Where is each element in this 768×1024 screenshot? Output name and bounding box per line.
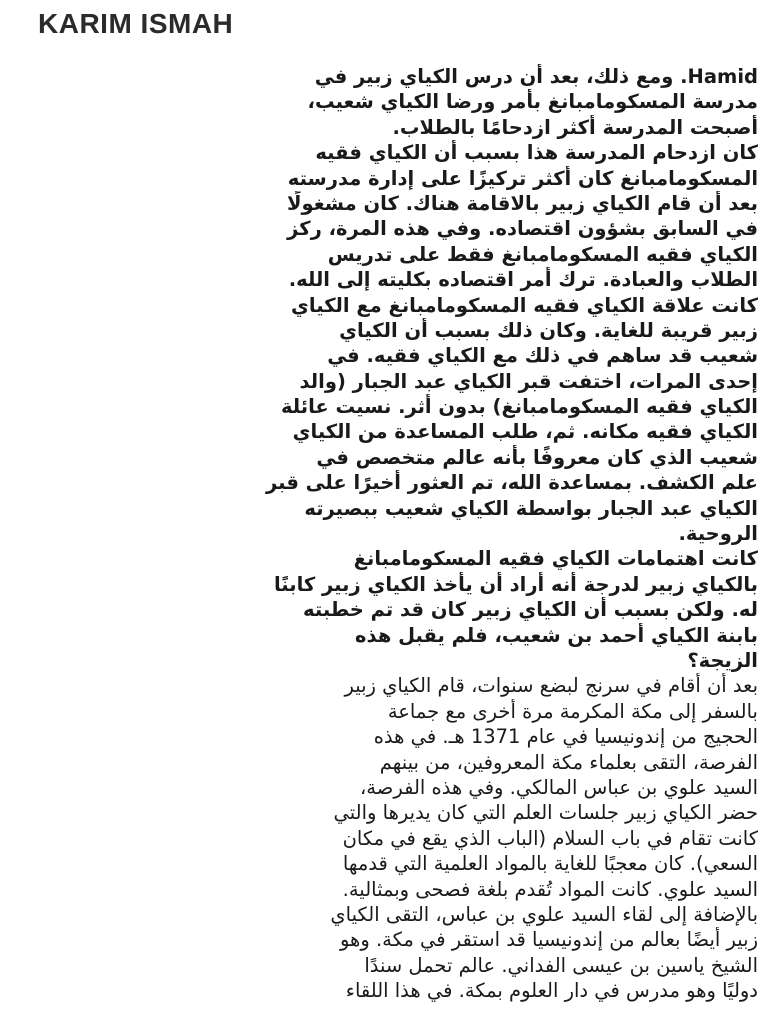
text-line: السيد علوي بن عباس المالكي. وفي هذه الفرصة، <box>360 775 758 799</box>
text-line: السعي). كان معجبًا للغاية بالمواد العلمية التي قدمها <box>342 852 758 876</box>
page-header-name: KARIM ISMAH <box>38 8 234 39</box>
text-line: الكياي فقيه المسكومامبانغ فقط على تدريس <box>327 242 758 266</box>
text-line: الكياي عبد الجبار بواسطة الكياي شعيب ببصيرته <box>304 496 758 520</box>
text-line: في السابق بشؤون اقتصاده. وفي هذه المرة، ركز <box>287 217 758 241</box>
text-line: له. ولكن بسبب أن الكياي زبير كان قد تم خطبته <box>303 598 758 622</box>
text-line: بابنة الكياي أحمد بن شعيب، فلم يقبل هذه <box>355 623 758 647</box>
regular-paragraphs <box>34 673 758 1003</box>
text-line: الشيخ ياسين بن عيسى الفداني. عالم تحمل سندًا <box>364 953 758 977</box>
text-line: المسكومامبانغ كان أكثر تركيزًا على إدارة مدرسته <box>287 166 758 190</box>
text-line: شعيب قد ساهم في ذلك مع الكياي فقيه. في <box>327 344 758 368</box>
bold-paragraphs <box>34 64 758 673</box>
text-line: زبير أيضًا بعالم من إندونيسيا قد استقر في مكة. وهو <box>339 928 758 952</box>
text-line: بالإضافة إلى لقاء السيد علوي بن عباس، التقى الكياي <box>330 902 758 926</box>
text-line: السيد علوي. كانت المواد تُقدم بلغة فصحى وبمثالية. <box>342 877 758 901</box>
text-line: بالكياي زبير لدرجة أنه أراد أن يأخذ الكياي زبير كابنًا <box>273 572 758 596</box>
text-line: الكياي فقيه مكانه. ثم، طلب المساعدة من الكياي <box>292 420 758 444</box>
text-line: كانت علاقة الكياي فقيه المسكومامبانغ مع الكياي <box>291 293 758 317</box>
text-line: حضر الكياي زبير جلسات العلم التي كان يديرها والتي <box>333 801 758 825</box>
text-line: الطلاب والعبادة. ترك أمر اقتصاده بكليته إلى الله. <box>288 268 758 292</box>
text-line: بالسفر إلى مكة المكرمة مرة أخرى مع جماعة <box>387 699 758 723</box>
text-line: دوليًا وهو مدرس في دار العلوم بمكة. في هذا اللقاء <box>345 979 758 1003</box>
text-line: بعد أن قام الكياي زبير بالاقامة هناك. كان مشغولًا <box>287 191 758 215</box>
text-line: Hamid. ومع ذلك، بعد أن درس الكياي زبير في <box>314 65 758 88</box>
text-line: بعد أن أقام في سرنج لبضع سنوات، قام الكياي زبير <box>344 674 758 698</box>
text-line: كان ازدحام المدرسة هذا بسبب أن الكياي فقيه <box>315 141 758 165</box>
text-line: مدرسة المسكومامبانغ بأمر ورضا الكياي شعيب، <box>307 90 758 114</box>
text-line: إحدى المرات، اختفت قبر الكياي عبد الجبار (والد <box>299 369 758 393</box>
text-line: شعيب الذي كان معروفًا بأنه عالم متخصص في <box>316 445 758 469</box>
text-line: الفرصة، التقى بعلماء مكة المعروفين، من بينهم <box>379 750 758 774</box>
text-line: كانت تقام في باب السلام (الباب الذي يقع في مكان <box>342 826 758 850</box>
text-line: علم الكشف. بمساعدة الله، تم العثور أخيرًا على قبر <box>266 471 758 495</box>
text-line: أصبحت المدرسة أكثر ازدحامًا بالطلاب. <box>392 115 758 139</box>
text-line: الكياي فقيه المسكومامبانغ) بدون أثر. نسيت عائلة <box>280 395 758 419</box>
article-body <box>34 64 758 1003</box>
text-line: الروحية. <box>678 522 758 546</box>
text-line: الحجيج من إندونيسيا في عام 1371 هـ. في هذه <box>373 725 758 749</box>
text-line: كانت اهتمامات الكياي فقيه المسكومامبانغ <box>353 547 758 571</box>
text-line: الزيجة؟ <box>687 648 758 672</box>
text-line: زبير قريبة للغاية. وكان ذلك بسبب أن الكياي <box>339 318 758 342</box>
